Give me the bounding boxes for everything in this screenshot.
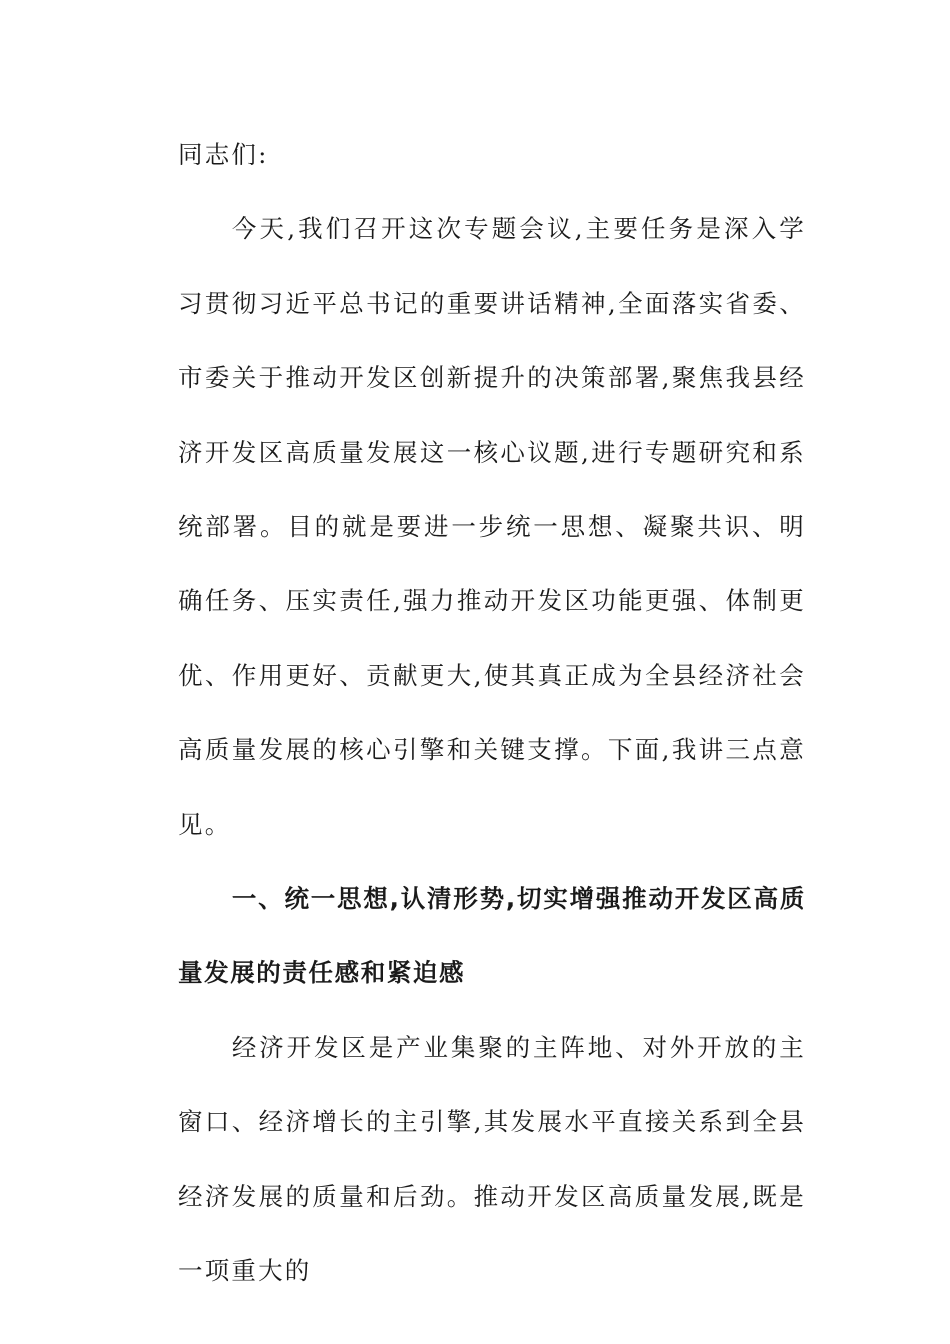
paragraph-section-1: 经济开发区是产业集聚的主阵地、对外开放的主窗口、经济增长的主引擎,其发展水平直接关系到全县经济发展的质量和后劲。推动开发区高质量发展,既是一项重大的 [178, 1032, 806, 1286]
document-body [178, 118, 806, 1309]
section-heading-1: 一、统一思想,认清形势,切实增强推动开发区高质量发展的责任感和紧迫感 [178, 884, 806, 988]
salutation: 同志们: [178, 140, 269, 169]
paragraph-opening: 今天,我们召开这次专题会议,主要任务是深入学习贯彻习近平总书记的重要讲话精神,全面落实省委、市委关于推动开发区创新提升的决策部署,聚焦我县经济开发区高质量发展这一核心议题,进行专题研究和系统部署。目的就是要进一步统一思想、凝聚共识、明确任务、压实责任,强力推动开发区功能更强、体制更优、作用更好、贡献更大,使其真正成为全县经济社会高质量发展的核心引擎和关键支撑。下面,我讲三点意见。 [178, 214, 806, 839]
